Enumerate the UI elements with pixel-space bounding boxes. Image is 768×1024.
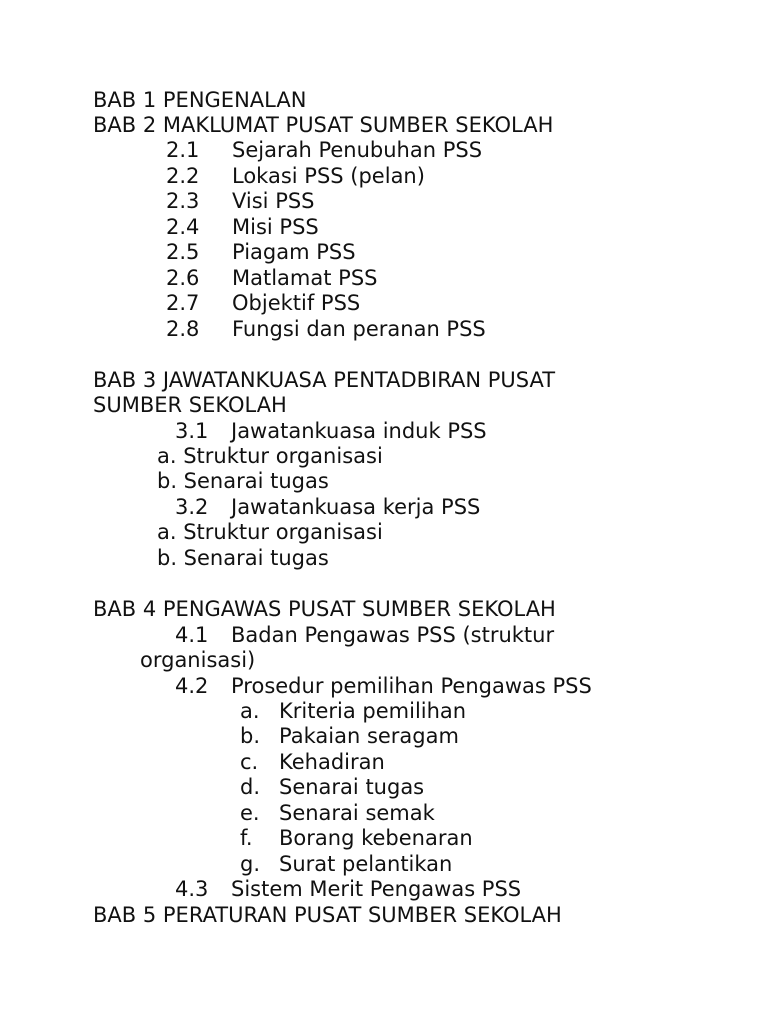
deep-item-text: Pakaian seragam [279, 724, 459, 748]
sub-item-text: b. Senarai tugas [157, 469, 329, 493]
item-number: 3.2 [175, 495, 209, 519]
deep-item [240, 699, 466, 724]
item-2-1 [166, 138, 482, 163]
deep-item-letter: b. [240, 724, 261, 748]
deep-item-letter: f. [240, 826, 253, 850]
item-text: Fungsi dan peranan PSS [232, 317, 486, 341]
item-text: Lokasi PSS (pelan) [232, 164, 425, 188]
deep-item-letter: g. [240, 852, 261, 876]
chapter-2-heading [93, 113, 553, 138]
item-text: Matlamat PSS [232, 266, 378, 290]
item-text-wrap: organisasi) [140, 648, 256, 672]
item-number: 2.2 [166, 164, 200, 188]
deep-item-text: Kriteria pemilihan [279, 699, 467, 723]
item-text: Jawatankuasa induk PSS [231, 419, 487, 443]
item-text: Jawatankuasa kerja PSS [231, 495, 481, 519]
chapter-3-text-continued: SUMBER SEKOLAH [93, 393, 287, 417]
item-number: 2.7 [166, 291, 200, 315]
deep-item-letter: a. [240, 699, 260, 723]
item-number: 2.8 [166, 317, 200, 341]
deep-item-text: Senarai semak [279, 801, 435, 825]
deep-item-letter: c. [240, 750, 259, 774]
item-2-8 [166, 317, 486, 342]
sub-item [157, 546, 329, 571]
deep-item-text: Kehadiran [279, 750, 385, 774]
deep-item-letter: e. [240, 801, 260, 825]
chapter-1-text: BAB 1 PENGENALAN [93, 88, 307, 112]
item-number: 4.2 [175, 674, 209, 698]
item-text: Sistem Merit Pengawas PSS [231, 877, 522, 901]
chapter-4-text: BAB 4 PENGAWAS PUSAT SUMBER SEKOLAH [93, 597, 556, 621]
deep-item [240, 852, 452, 877]
item-3-1 [175, 419, 487, 444]
chapter-3-heading-continued [93, 393, 287, 418]
item-text: Misi PSS [232, 215, 319, 239]
item-number: 3.1 [175, 419, 209, 443]
item-text: Badan Pengawas PSS (struktur [231, 623, 555, 647]
item-4-3 [175, 877, 521, 902]
sub-item [157, 444, 383, 469]
item-number: 4.1 [175, 623, 209, 647]
item-2-2 [166, 164, 425, 189]
deep-item [240, 775, 424, 800]
item-4-1-wrap [140, 648, 255, 673]
sub-item-text: b. Senarai tugas [157, 546, 329, 570]
deep-item [240, 750, 385, 775]
item-text: Sejarah Penubuhan PSS [232, 138, 483, 162]
sub-item-text: a. Struktur organisasi [157, 444, 383, 468]
item-2-3 [166, 189, 315, 214]
item-text: Objektif PSS [232, 291, 361, 315]
chapter-5-heading [93, 903, 562, 928]
item-2-5 [166, 240, 356, 265]
item-number: 4.3 [175, 877, 209, 901]
chapter-5-text: BAB 5 PERATURAN PUSAT SUMBER SEKOLAH [93, 903, 562, 927]
item-4-1 [175, 623, 554, 648]
chapter-2-text: BAB 2 MAKLUMAT PUSAT SUMBER SEKOLAH [93, 113, 554, 137]
item-text: Piagam PSS [232, 240, 356, 264]
deep-item-letter: d. [240, 775, 261, 799]
sub-item [157, 469, 329, 494]
chapter-3-heading [93, 368, 555, 393]
deep-item [240, 801, 435, 826]
chapter-3-text: BAB 3 JAWATANKUASA PENTADBIRAN PUSAT [93, 368, 556, 392]
item-2-7 [166, 291, 360, 316]
item-number: 2.6 [166, 266, 200, 290]
item-text: Visi PSS [232, 189, 315, 213]
item-3-2 [175, 495, 480, 520]
item-number: 2.1 [166, 138, 200, 162]
chapter-1-heading [93, 88, 306, 113]
deep-item-text: Borang kebenaran [279, 826, 473, 850]
sub-item-text: a. Struktur organisasi [157, 520, 383, 544]
item-4-2 [175, 674, 592, 699]
chapter-4-heading [93, 597, 556, 622]
deep-item [240, 826, 473, 851]
sub-item [157, 520, 383, 545]
item-number: 2.4 [166, 215, 200, 239]
item-2-4 [166, 215, 319, 240]
item-number: 2.5 [166, 240, 200, 264]
item-2-6 [166, 266, 377, 291]
item-number: 2.3 [166, 189, 200, 213]
deep-item-text: Surat pelantikan [279, 852, 453, 876]
deep-item [240, 724, 459, 749]
item-text: Prosedur pemilihan Pengawas PSS [231, 674, 592, 698]
deep-item-text: Senarai tugas [279, 775, 425, 799]
